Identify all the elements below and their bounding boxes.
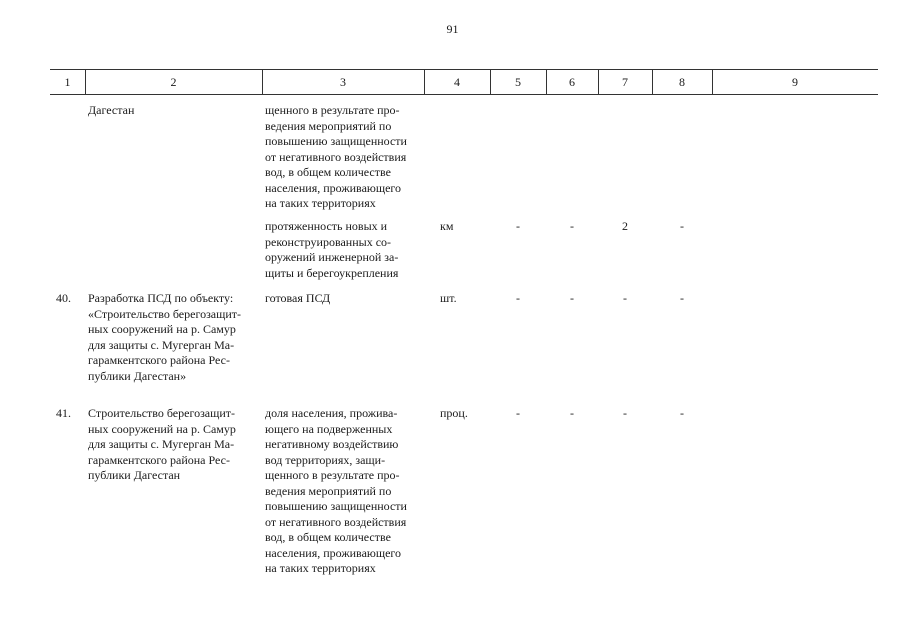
name-line: для защиты с. Мугерган Ма- bbox=[88, 437, 235, 451]
page-number: 91 bbox=[446, 22, 459, 36]
unit-cell: шт. bbox=[440, 291, 457, 305]
indicator-line: повышению защищенности bbox=[265, 134, 407, 148]
header-top-rule bbox=[50, 69, 878, 70]
unit-cell: км bbox=[440, 219, 454, 233]
indicator-line: щенного в результате про- bbox=[265, 103, 400, 117]
value-c7: - bbox=[623, 406, 627, 420]
indicator-line: ведения мероприятий по bbox=[265, 483, 392, 498]
value-c8: - bbox=[680, 406, 684, 420]
indicator-line: вод территориях, защи- bbox=[265, 452, 386, 467]
name-line: публики Дагестан bbox=[88, 468, 181, 482]
name-line: Разработка ПСД по объекту: bbox=[88, 291, 234, 305]
header-bottom-rule bbox=[50, 94, 878, 95]
name-line: Строительство берегозащит- bbox=[88, 406, 236, 420]
header-cell-col-3: 3 bbox=[340, 75, 346, 89]
name-line: Дагестан bbox=[88, 103, 135, 117]
indicator-line: вод, в общем количестве bbox=[265, 165, 391, 179]
indicator-text bbox=[265, 103, 418, 212]
indicator-line: доля населения, прожива- bbox=[265, 406, 398, 420]
value-c6: - bbox=[570, 219, 574, 233]
row-number: 40. bbox=[56, 291, 71, 305]
value-c5: - bbox=[516, 291, 520, 305]
name-line: гарамкентского района Рес- bbox=[88, 353, 230, 367]
name-line: ных сооружений на р. Самур bbox=[88, 322, 236, 336]
indicator-line: на таких территориях bbox=[265, 196, 376, 210]
indicator-line: оружений инженерной за- bbox=[265, 250, 399, 264]
header-cell-col-2: 2 bbox=[170, 75, 177, 89]
value-c6: - bbox=[570, 406, 574, 420]
header-cell-col-8: 8 bbox=[679, 75, 685, 89]
header-cell-col-9: 9 bbox=[792, 75, 798, 89]
value-c8: - bbox=[680, 291, 684, 305]
indicator-line: повышению защищенности bbox=[265, 499, 407, 513]
indicator-line: протяженность новых и bbox=[265, 219, 388, 233]
indicator-line: реконструированных со- bbox=[265, 234, 392, 249]
name-line: публики Дагестан» bbox=[88, 368, 187, 383]
name-line: гарамкентского района Рес- bbox=[88, 452, 230, 467]
header-cell-col-4: 4 bbox=[454, 75, 460, 89]
value-c6: - bbox=[570, 291, 574, 305]
indicator-line: готовая ПСД bbox=[265, 291, 331, 305]
indicator-text bbox=[265, 406, 418, 577]
indicator-line: от негативного воздействия bbox=[265, 514, 407, 529]
value-c7: 2 bbox=[622, 219, 628, 233]
unit-cell: проц. bbox=[440, 406, 468, 420]
indicator-line: населения, проживающего bbox=[265, 180, 402, 195]
indicator-text bbox=[265, 219, 418, 281]
indicator-line: негативному воздействию bbox=[265, 437, 399, 451]
indicator-line: вод, в общем количестве bbox=[265, 530, 391, 544]
header-cell-col-7: 7 bbox=[622, 75, 628, 89]
indicator-line: населения, проживающего bbox=[265, 545, 402, 560]
indicator-text bbox=[265, 291, 418, 307]
header-cell-col-5: 5 bbox=[515, 75, 521, 89]
header-cell-col-1: 1 bbox=[64, 75, 71, 89]
indicator-line: ведения мероприятий по bbox=[265, 118, 392, 133]
item-name bbox=[88, 406, 258, 484]
indicator-line: на таких территориях bbox=[265, 561, 376, 575]
name-line: «Строительство берегозащит- bbox=[88, 306, 242, 321]
item-name bbox=[88, 103, 258, 119]
row-number: 41. bbox=[56, 406, 71, 420]
name-line: ных сооружений на р. Самур bbox=[88, 421, 236, 436]
indicator-line: щиты и берегоукрепления bbox=[265, 265, 399, 280]
indicator-line: ющего на подверженных bbox=[265, 421, 393, 436]
value-c5: - bbox=[516, 406, 520, 420]
indicator-line: щенного в результате про- bbox=[265, 468, 400, 482]
header-cell-col-6: 6 bbox=[569, 75, 575, 89]
value-c7: - bbox=[623, 291, 627, 305]
value-c8: - bbox=[680, 219, 684, 233]
item-name bbox=[88, 291, 258, 384]
name-line: для защиты с. Мугерган Ма- bbox=[88, 337, 235, 352]
indicator-line: от негативного воздействия bbox=[265, 149, 407, 164]
value-c5: - bbox=[516, 219, 520, 233]
